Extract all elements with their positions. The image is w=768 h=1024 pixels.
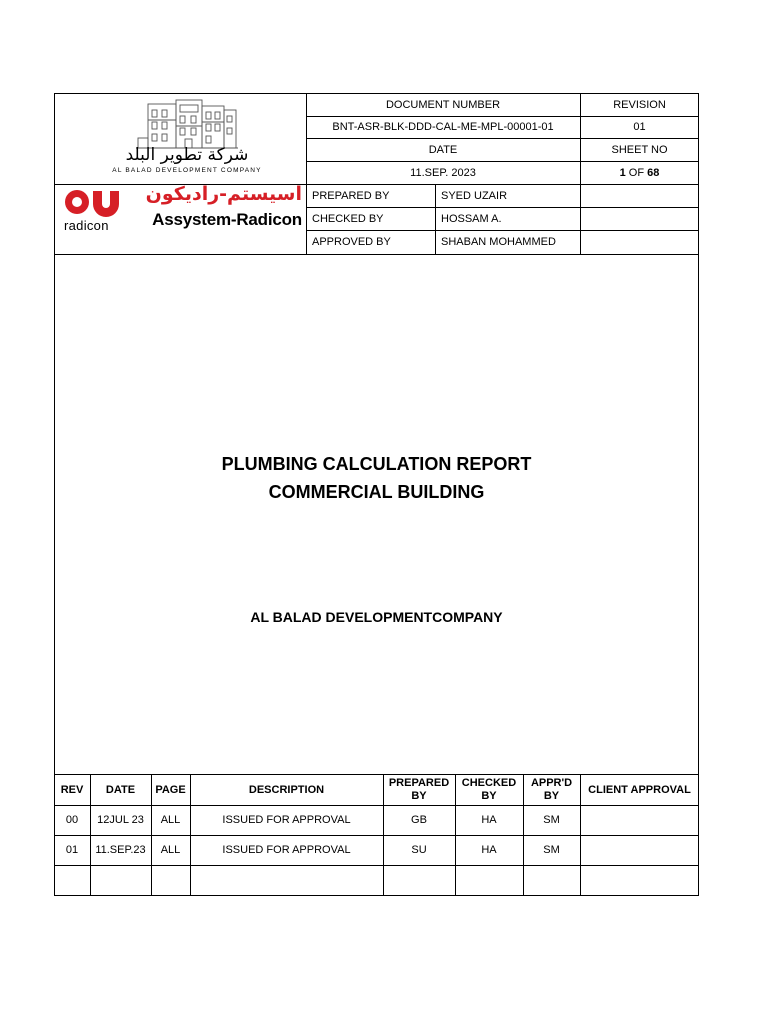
al-balad-english-name: AL BALAD DEVELOPMENT COMPANY	[112, 167, 262, 174]
row-3-date	[90, 865, 151, 896]
rev-column-header: REV	[60, 783, 84, 796]
apprd-header-line-1: APPR'D	[530, 776, 573, 789]
row-2-client	[580, 835, 699, 865]
approved-by-label: APPROVED BY	[312, 236, 391, 248]
row-3-rev	[54, 865, 90, 896]
approved-by-column-header	[523, 774, 580, 805]
document-number-label: DOCUMENT NUMBER	[385, 98, 501, 111]
row-1-prepared: GB	[411, 814, 427, 826]
prepared-by-column-header	[383, 774, 455, 805]
row-2-date: 11.SEP.23	[95, 844, 146, 856]
radicon-english-name: Assystem-Radicon	[152, 210, 302, 229]
radicon-arabic-name: اسيستم-راديكون	[145, 183, 302, 205]
row-2-rev: 01	[65, 844, 79, 856]
row-3-description	[190, 865, 383, 896]
prepared-header-line-1: PREPARED	[388, 776, 450, 789]
row-3-client	[580, 865, 699, 896]
row-2-apprd: SM	[543, 844, 560, 856]
header-divider	[54, 254, 699, 255]
row-1-rev: 00	[65, 814, 79, 826]
prepared-header-line-2: BY	[411, 789, 427, 802]
radicon-word: radicon	[64, 218, 109, 233]
row-3-prepared	[383, 865, 455, 896]
checked-by-column-header	[455, 774, 523, 805]
revision-value: 01	[633, 121, 646, 133]
sheet-no-value	[580, 161, 699, 184]
row-3-page	[151, 865, 190, 896]
company-name: AL BALAD DEVELOPMENTCOMPANY	[250, 609, 503, 625]
sheet-of: OF	[625, 166, 648, 179]
sheet-total: 68	[647, 166, 660, 179]
report-title-line-1: PLUMBING CALCULATION REPORT	[221, 454, 532, 474]
client-approval-column-header: CLIENT APPROVAL	[588, 783, 691, 796]
row-1-page: ALL	[160, 814, 181, 826]
date-label: DATE	[428, 143, 458, 156]
document-number-value: BNT-ASR-BLK-DDD-CAL-ME-MPL-00001-01	[332, 121, 554, 133]
revision-label: REVISION	[613, 98, 666, 111]
row-2-description: ISSUED FOR APPROVAL	[222, 844, 351, 856]
approved-by-value: SHABAN MOHAMMED	[441, 236, 556, 248]
row-1-apprd: SM	[543, 814, 560, 826]
sheet-no-label: SHEET NO	[611, 143, 668, 156]
date-column-header: DATE	[105, 783, 136, 796]
description-column-header: DESCRIPTION	[248, 783, 325, 796]
row-3-apprd	[523, 865, 580, 896]
row-2-prepared: SU	[411, 844, 427, 856]
row-1-client	[580, 805, 699, 835]
row-1-description: ISSUED FOR APPROVAL	[222, 814, 351, 826]
apprd-header-line-2: BY	[543, 789, 560, 802]
checked-header-line-1: CHECKED	[461, 776, 517, 789]
checked-header-line-2: BY	[481, 789, 497, 802]
prepared-by-label: PREPARED BY	[312, 189, 390, 202]
row-1-checked: HA	[481, 814, 497, 826]
page-column-header: PAGE	[155, 783, 186, 796]
report-title-line-2: COMMERCIAL BUILDING	[268, 482, 485, 502]
row-1-date: 12JUL 23	[97, 814, 144, 826]
row-3-checked	[455, 865, 523, 896]
prepared-by-value: SYED UZAIR	[441, 189, 508, 202]
sheet-current: 1	[619, 166, 626, 179]
date-value: 11.SEP. 2023	[410, 166, 476, 179]
checked-by-label: CHECKED BY	[312, 212, 384, 225]
al-balad-arabic-name: شركة تطوير البلد	[125, 145, 249, 165]
checked-by-value: HOSSAM A.	[441, 212, 502, 225]
al-balad-building-logo	[80, 96, 290, 178]
row-2-checked: HA	[481, 844, 497, 856]
row-2-page: ALL	[160, 844, 181, 856]
